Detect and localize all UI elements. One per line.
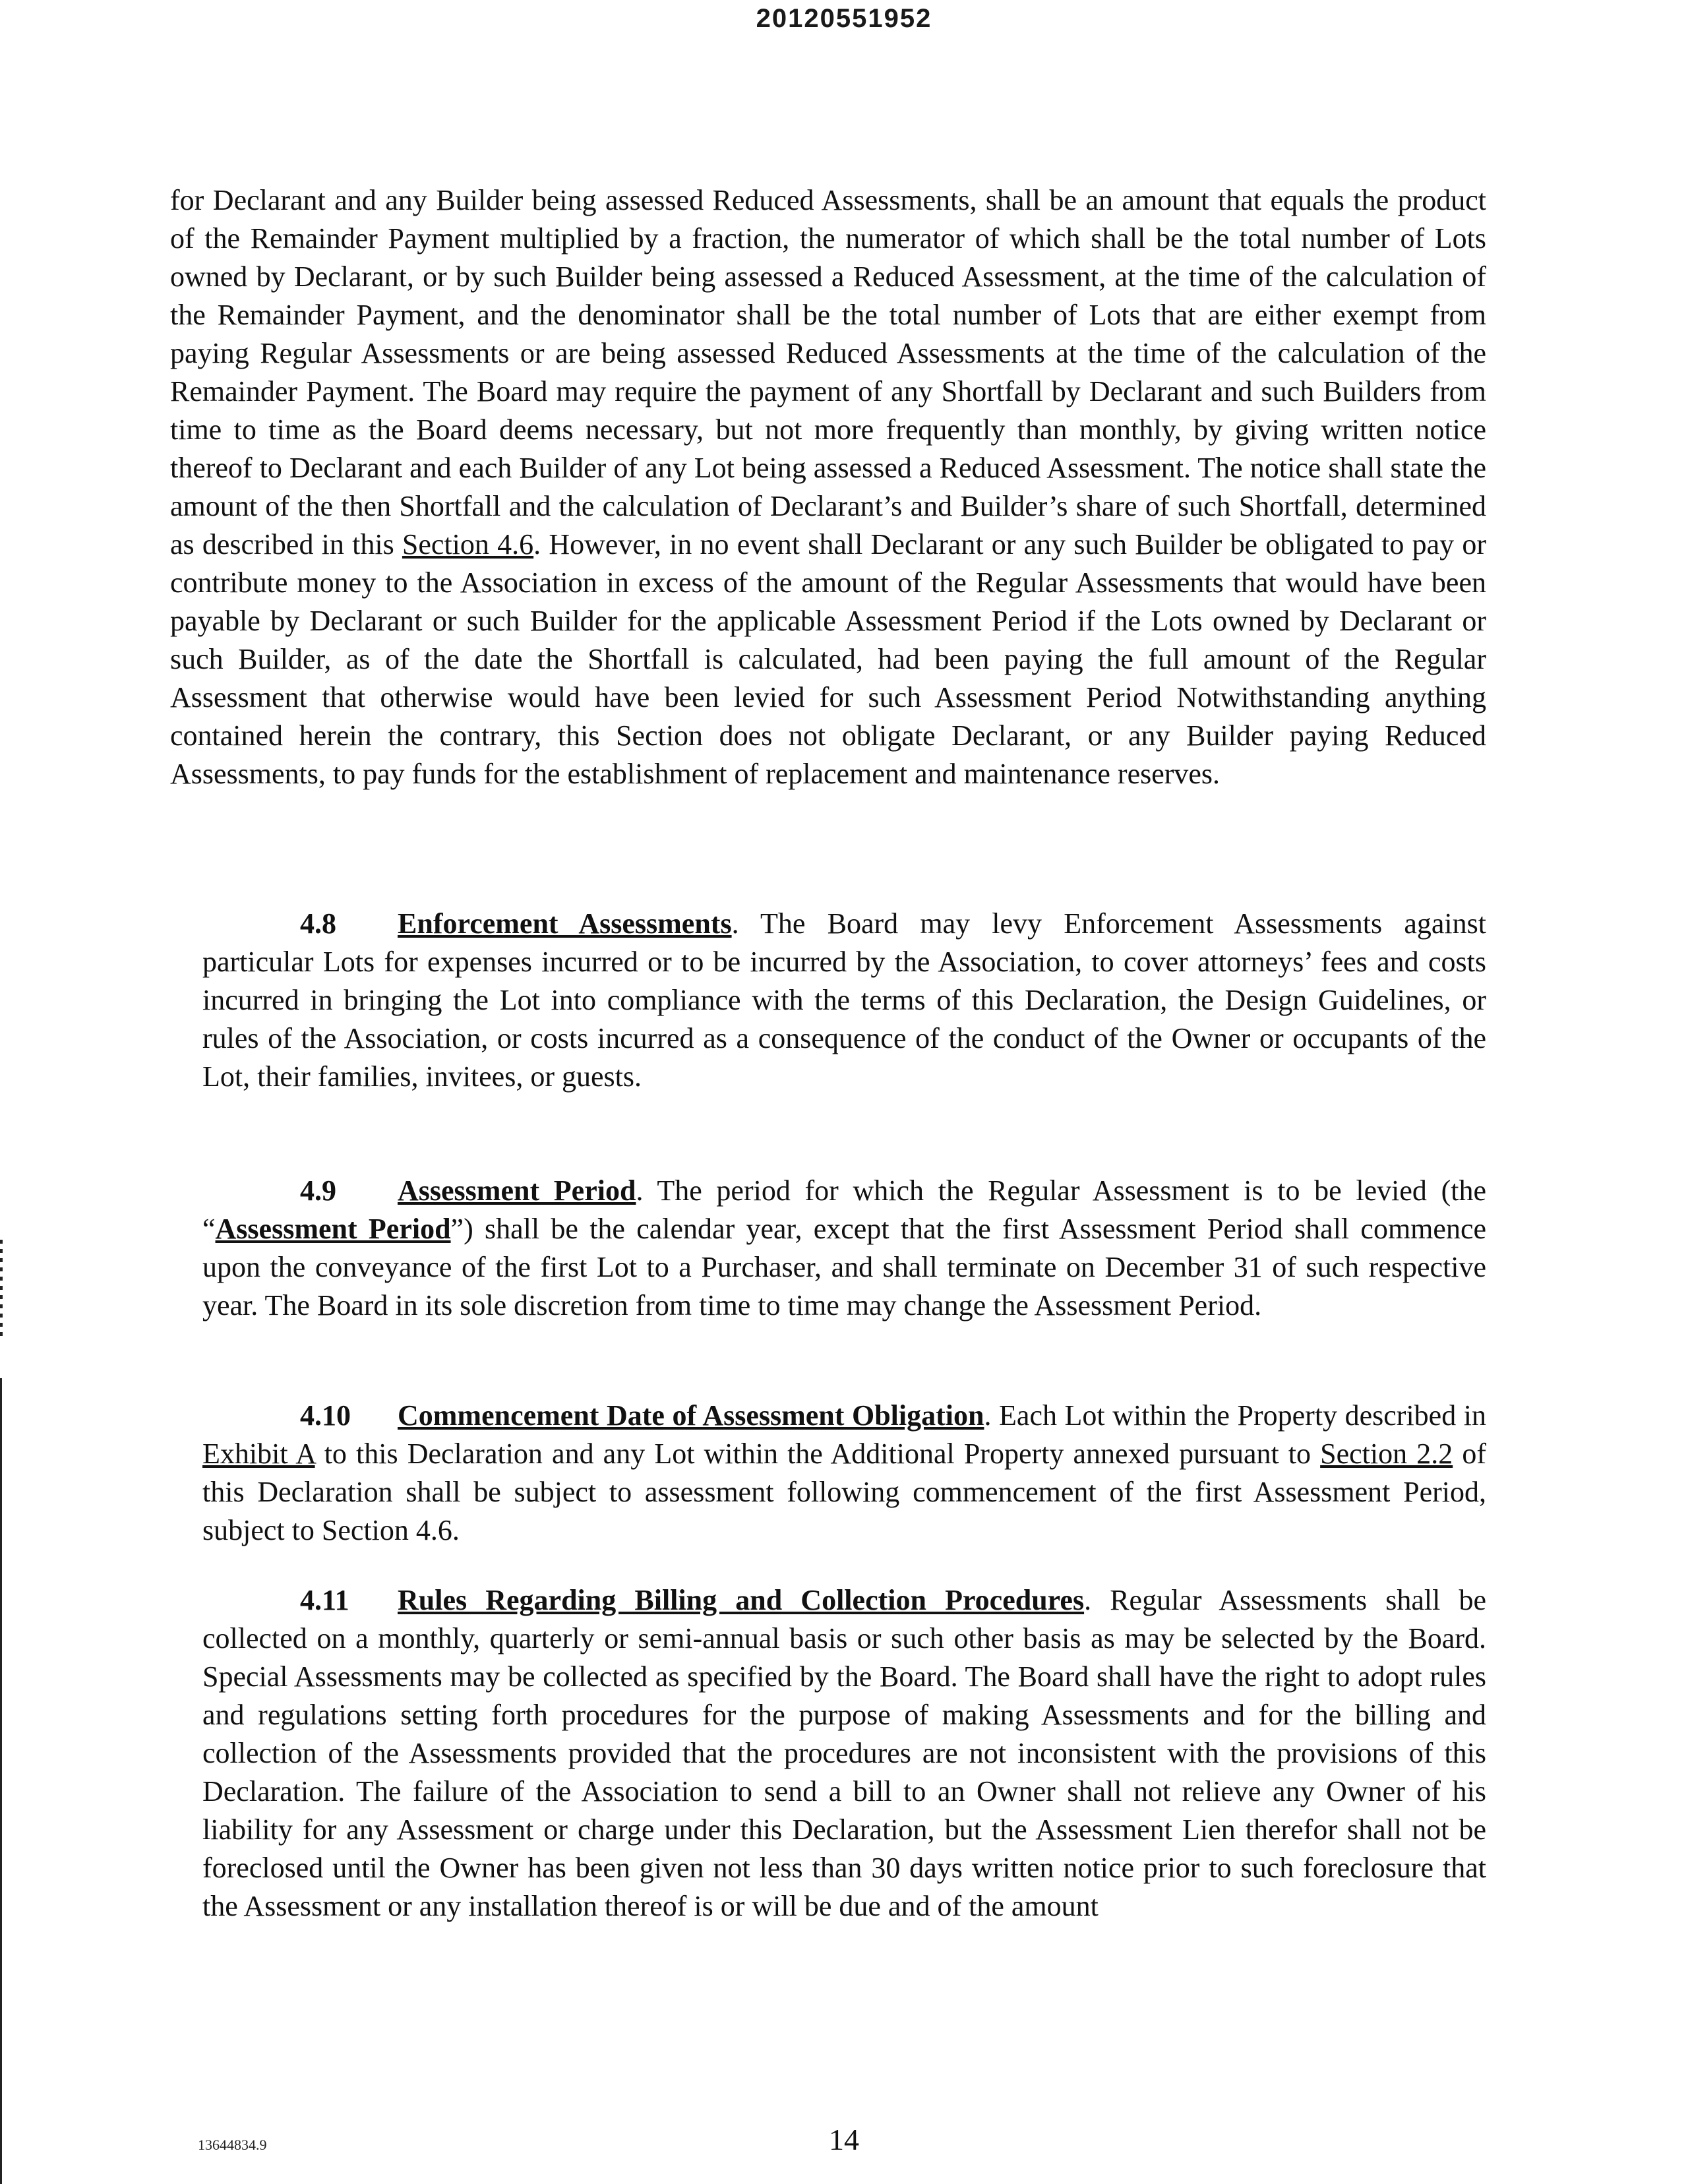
section-number: 4.9 [300, 1174, 336, 1207]
scan-edge-mark [0, 1240, 3, 1339]
section-text: . Each Lot within the Property described in [984, 1399, 1486, 1432]
section-heading: Commencement Date of Assessment Obligation [398, 1399, 984, 1432]
scan-edge-line [0, 1378, 2, 2184]
paragraph-text: . However, in no event shall Declarant or any such Builder be obligated to pay or contribute money to the Association in excess of the amount of the Regular Assessments that would have been payable by Declarant or such Builder for the applicable Assessment Period if the Lots owned by Declarant or such Builder, as of the date the Shortfall is calculated, had been paying the full amount of the Regular Assessment that otherwise would have been levied for such Assessment Period Notwithstanding anything contained herein the contrary, this Section does not obligate Declarant, or any Builder paying Reduced Assessments, to pay funds for the establishment of replacement and maintenance reserves. [170, 528, 1486, 790]
section-heading: Enforcement Assessments [398, 907, 732, 940]
section-text: . Regular Assessments shall be collected on a monthly, quarterly or semi-annual basis or such other basis as may be selected by the Board. Special Assessments may be collected as specified by the Board. The Board shall have the right to adopt rules and regulations setting forth procedures for the purpose of making Assessments and for the billing and collection of the Assessments provided that the procedures are not inconsistent with the provisions of this Declaration. The failure of the Association to send a bill to an Owner shall not relieve any Owner of his liability for any Assessment or charge under this Declaration, but the Assessment Lien therefor shall not be foreclosed until the Owner has been given not less than 30 days written notice prior to such foreclosure that the Assessment or any installation thereof is or will be due and of the amount [202, 1584, 1486, 1922]
section-4-8 [202, 905, 1486, 1096]
section-number: 4.10 [300, 1399, 351, 1432]
section-4-11 [202, 1581, 1486, 1926]
section-heading: Rules Regarding Billing and Collection Procedures [398, 1584, 1085, 1616]
section-text: . The period for which the Regular Assessment is to be levied (the “ [202, 1174, 1486, 1245]
footer-document-id: 13644834.9 [198, 2137, 267, 2153]
section-text: . The Board may levy Enforcement Assessments against particular Lots for expenses incurred or to be incurred by the Association, to cover attorneys’ fees and costs incurred in bringing the Lot into compliance with the terms of this Declaration, the Design Guidelines, or rules of the Association, or costs incurred as a consequence of the conduct of the Owner or occupants of the Lot, their families, invitees, or guests. [202, 907, 1486, 1093]
section-text: to this Declaration and any Lot within the Additional Property annexed pursuant to [315, 1438, 1321, 1470]
section-4-9 [202, 1172, 1486, 1325]
section-4-10 [202, 1397, 1486, 1550]
paragraph-continuation [170, 181, 1486, 793]
section-text: of this Declaration shall be subject to assessment following commencement of the first Assessment Period, subject to Section 4.6. [202, 1438, 1486, 1546]
section-text: ”) shall be the calendar year, except that the first Assessment Period shall commence upon the conveyance of the first Lot to a Purchaser, and shall terminate on December 31 of such respective year. The Board in its sole discretion from time to time may change the Assessment Period. [202, 1213, 1486, 1321]
section-number: 4.8 [300, 907, 336, 940]
exhibit-reference: Exhibit A [202, 1438, 315, 1470]
section-heading: Assessment Period [398, 1174, 636, 1207]
page-number: 14 [829, 2123, 859, 2156]
paragraph-text: for Declarant and any Builder being assessed Reduced Assessments, shall be an amount that equals the product of the Remainder Payment multiplied by a fraction, the numerator of which shall be the total number of Lots owned by Declarant, or by such Builder being assessed a Reduced Assessment, at the time of the calculation of the Remainder Payment, and the denominator shall be the total number of Lots that are either exempt from paying Regular Assessments or are being assessed Reduced Assessments at the time of the calculation of the Remainder Payment. The Board may require the payment of any Shortfall by Declarant and such Builders from time to time as the Board deems necessary, but not more frequently than monthly, by giving written notice thereof to Declarant and each Builder of any Lot being assessed a Reduced Assessment. The notice shall state the amount of the then Shortfall and the calculation of Declarant’s and Builder’s share of such Shortfall, determined as described in this [170, 184, 1486, 561]
section-number: 4.11 [300, 1584, 349, 1616]
section-reference: Section 2.2 [1320, 1438, 1453, 1470]
document-number: 20120551952 [756, 4, 932, 33]
section-reference: Section 4.6 [402, 528, 534, 561]
defined-term: Assessment Period [215, 1213, 451, 1245]
